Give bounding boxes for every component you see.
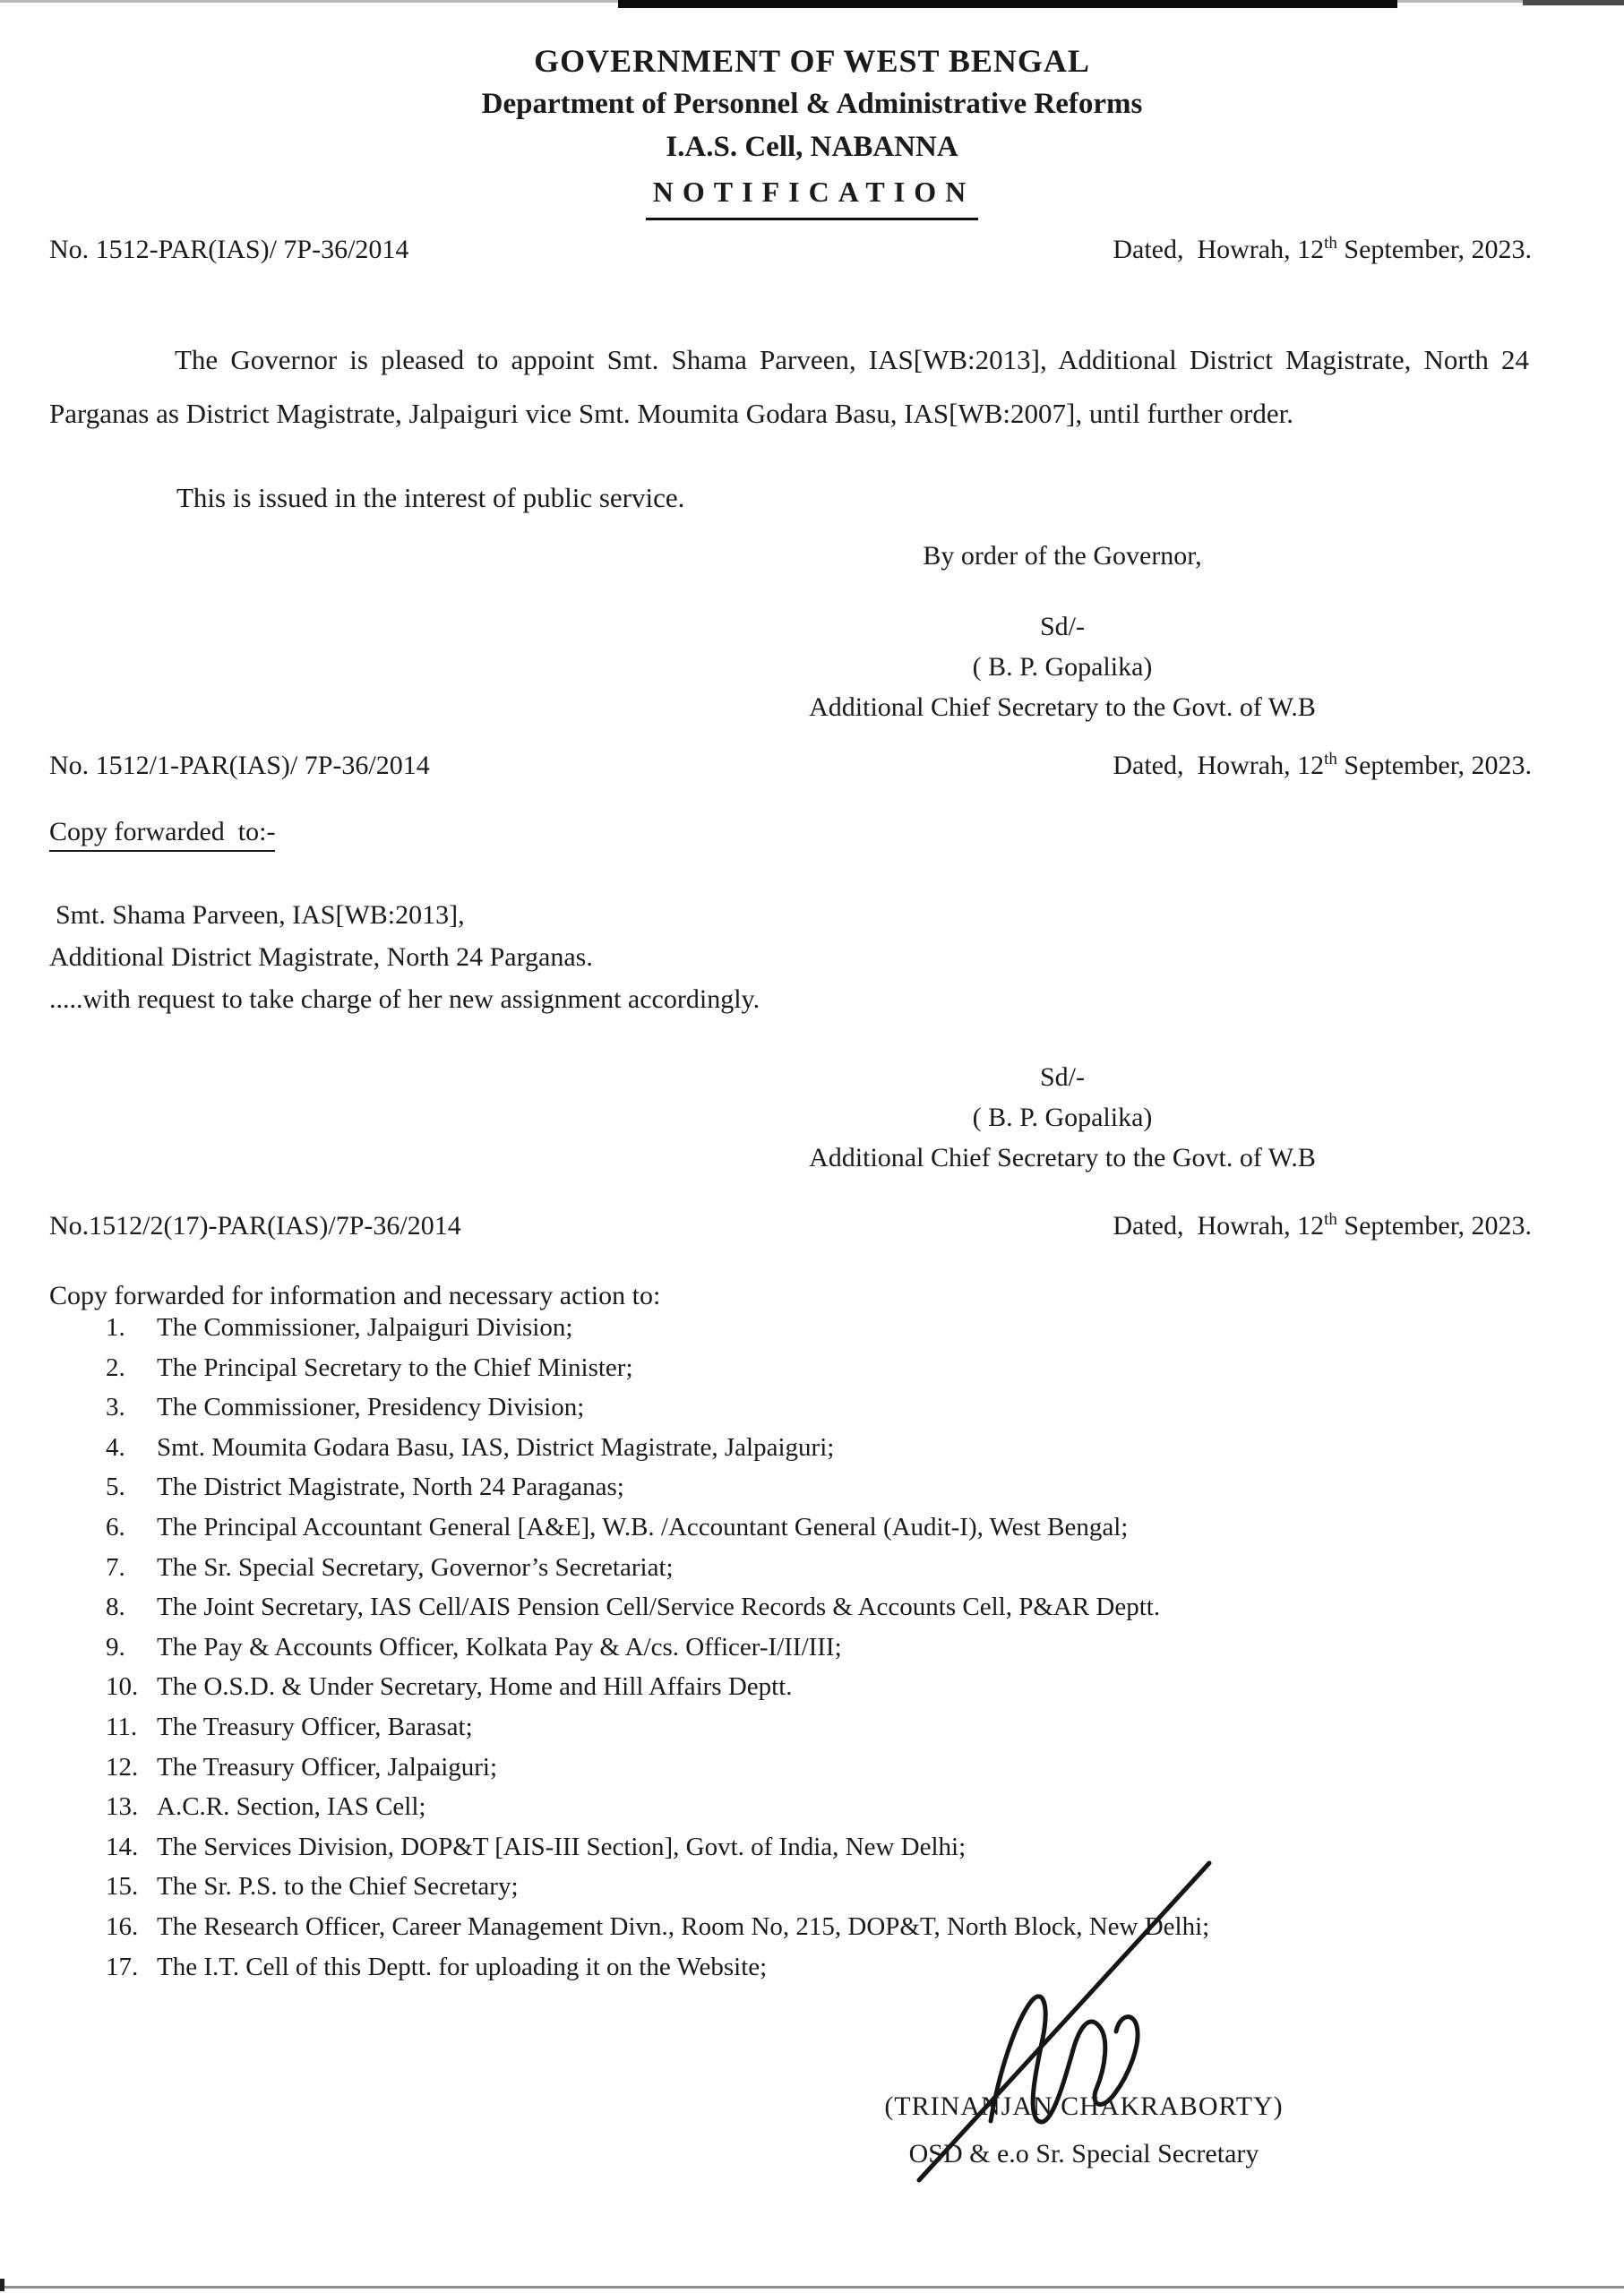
date-line-3: Dated, Howrah, 12th September, 2023. — [1113, 1210, 1532, 1241]
date-superscript: th — [1324, 234, 1337, 253]
signatory-title-1: Additional Chief Secretary to the Govt. of W.B — [809, 692, 1316, 722]
recipient-designation-line: Additional District Magistrate, North 24 Parganas. — [49, 942, 593, 972]
final-signatory-title: OSD & e.o Sr. Special Secretary — [908, 2139, 1259, 2168]
list-item: 5. The District Magistrate, North 24 Paraganas; — [106, 1473, 624, 1502]
department-title: Department of Personnel & Administrative Reforms — [481, 88, 1143, 120]
cell-title: I.A.S. Cell, NABANNA — [666, 131, 958, 163]
list-item: 4. Smt. Moumita Godara Basu, IAS, District Magistrate, Jalpaiguri; — [106, 1432, 835, 1462]
list-item: 16. The Research Officer, Career Management Divn., Room No, 215, DOP&T, North Block, New Delhi; — [106, 1911, 1210, 1941]
list-item: 13. A.C.R. Section, IAS Cell; — [106, 1792, 426, 1822]
scan-artifact-top-bar — [618, 0, 1397, 8]
by-order-line: By order of the Governor, — [923, 541, 1202, 571]
final-signature-block — [860, 2083, 1308, 2177]
list-item: 9. The Pay & Accounts Officer, Kolkata Pay & A/cs. Officer-I/II/III; — [106, 1632, 842, 1662]
list-item: 14. The Services Division, DOP&T [AIS-III Section], Govt. of India, New Delhi; — [106, 1832, 967, 1861]
signature-block-1 — [776, 536, 1349, 727]
government-title: GOVERNMENT OF WEST BENGAL — [534, 43, 1090, 79]
list-item: 8. The Joint Secretary, IAS Cell/AIS Pension Cell/Service Records & Accounts Cell, P&AR Deptt. — [106, 1593, 1161, 1622]
signatory-title-2: Additional Chief Secretary to the Govt. of W.B — [809, 1143, 1316, 1172]
signature-block-2 — [776, 1057, 1349, 1178]
list-item: 17. The I.T. Cell of this Deptt. for uploading it on the Website; — [106, 1952, 768, 1981]
appointment-paragraph: The Governor is pleased to appoint Smt. Shama Parveen, IAS[WB:2013], Additional District Magistrate, North 24 Parganas as District Magistrate, Jalpaiguri vice Smt. Moumita Godara Basu, IAS[WB:2007], until further order. — [49, 344, 1529, 429]
list-item: 7. The Sr. Special Secretary, Governor’s Secretariat; — [106, 1552, 674, 1582]
reference-row-1 — [49, 235, 1532, 265]
recipient-name-line: Smt. Shama Parveen, IAS[WB:2013], — [56, 900, 465, 930]
final-signatory-name: (TRINANJAN CHAKRABORTY) — [884, 2091, 1284, 2121]
scan-artifact-bottom-line — [0, 2286, 1624, 2289]
public-service-line: This is issued in the interest of public service. — [176, 482, 685, 513]
list-item: 11. The Treasury Officer, Barasat; — [106, 1712, 473, 1741]
sd-line-1: Sd/- — [1039, 612, 1085, 641]
signatory-name-1: ( B. P. Gopalika) — [972, 652, 1153, 682]
copy-forwarded-recipient — [49, 894, 760, 1020]
notification-heading: NOTIFICATION — [646, 168, 978, 220]
reference-row-3 — [49, 1211, 1532, 1241]
reference-number-2: No. 1512/1-PAR(IAS)/ 7P-36/2014 — [49, 751, 430, 780]
list-item: 3. The Commissioner, Presidency Division; — [106, 1393, 585, 1422]
reference-row-2 — [49, 751, 1532, 781]
copy-forwarded-heading: Copy forwarded to:- — [49, 817, 275, 847]
date-line-1: Dated, Howrah, 12th September, 2023. — [1113, 234, 1532, 264]
reference-number-3: No.1512/2(17)-PAR(IAS)/7P-36/2014 — [49, 1211, 461, 1241]
notification-heading-row — [0, 168, 1624, 221]
recipient-request-line: .....with request to take charge of her new assignment accordingly. — [49, 984, 760, 1014]
scan-artifact-corner-mark — [0, 2279, 4, 2291]
letterhead — [0, 39, 1624, 221]
list-item: 6. The Principal Accountant General [A&E], W.B. /Accountant General (Audit-I), West Bengal; — [106, 1512, 1129, 1542]
date-line-2: Dated, Howrah, 12th September, 2023. — [1113, 750, 1532, 780]
list-item: 15. The Sr. P.S. to the Chief Secretary; — [106, 1872, 519, 1902]
date-superscript: th — [1324, 1210, 1337, 1229]
sd-line-2: Sd/- — [1039, 1062, 1085, 1092]
date-superscript: th — [1324, 750, 1337, 769]
distribution-list — [49, 1313, 1534, 1992]
distribution-heading: Copy forwarded for information and necessary action to: — [49, 1281, 661, 1310]
list-item: 12. The Treasury Officer, Jalpaiguri; — [106, 1752, 498, 1782]
list-item: 10. The O.S.D. & Under Secretary, Home and Hill Affairs Deptt. — [106, 1672, 793, 1702]
signatory-name-2: ( B. P. Gopalika) — [972, 1103, 1153, 1132]
reference-number-1: No. 1512-PAR(IAS)/ 7P-36/2014 — [49, 235, 409, 264]
list-item: 2. The Principal Secretary to the Chief Minister; — [106, 1353, 633, 1382]
scan-artifact-top-right-bar — [1523, 0, 1624, 5]
list-item: 1. The Commissioner, Jalpaiguri Division; — [106, 1313, 573, 1342]
